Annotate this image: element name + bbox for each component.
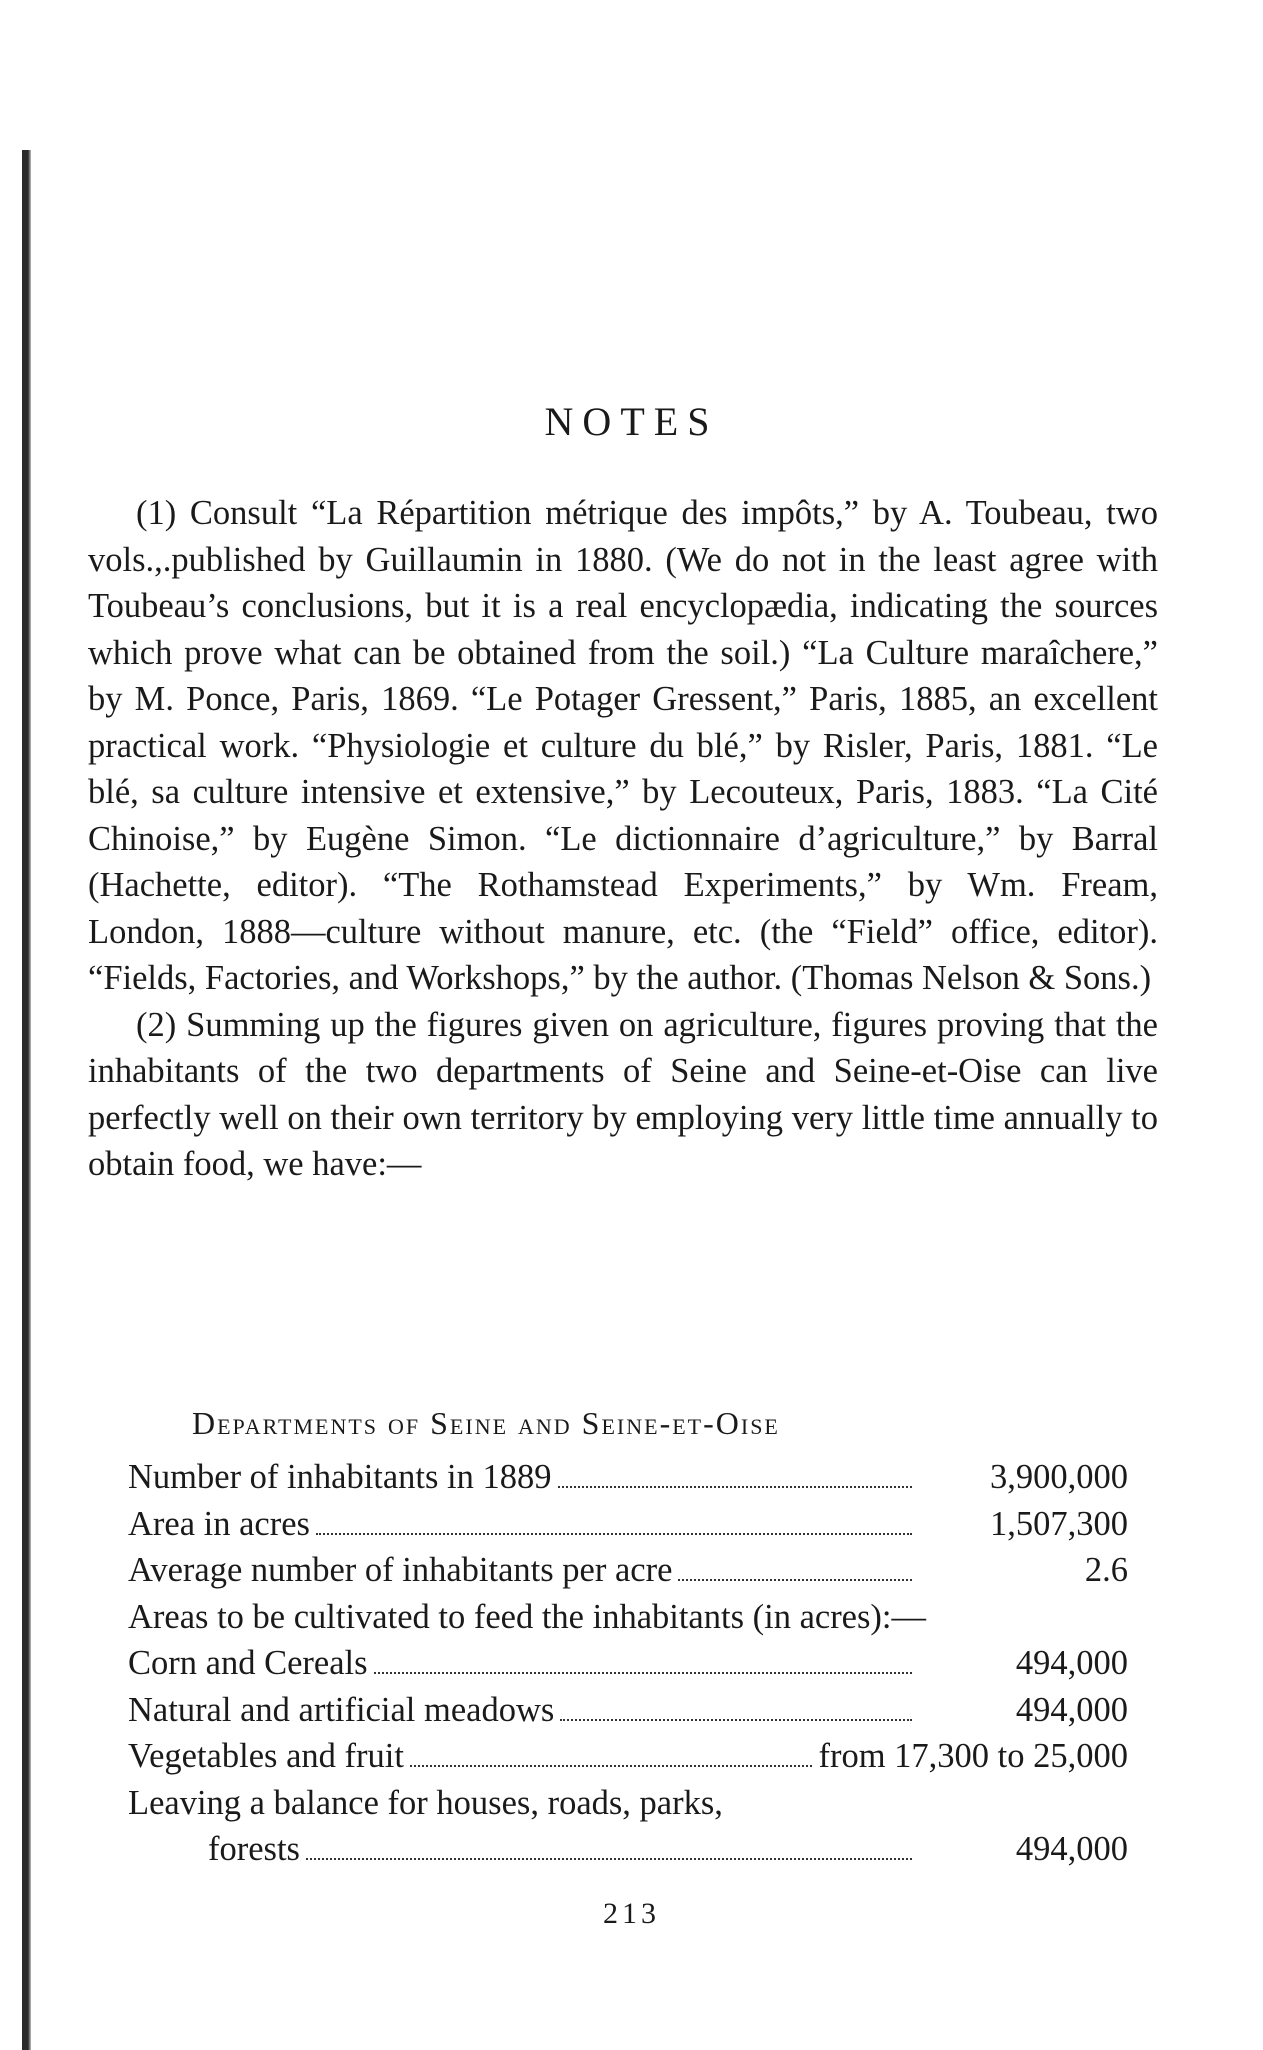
- dot-leader: [560, 1719, 912, 1721]
- table-row: [128, 1691, 1128, 1738]
- table-row: [128, 1598, 1128, 1645]
- row-label: Area in acres: [128, 1504, 310, 1543]
- row-value: from 17,300 to 25,000: [818, 1737, 1128, 1775]
- page-number: 213: [603, 1897, 660, 1930]
- table-title: Departments of Seine and Seine-et-Oise: [192, 1405, 780, 1441]
- dot-leader: [316, 1533, 912, 1535]
- note-2: (2) Summing up the figures given on agriculture, figures proving that the inhabitants of the two departments of Seine and Seine-et-Oise can live perfectly well on their own territory by employing very little time annually to obtain food, we have:—: [88, 1005, 1158, 1183]
- page-title: NOTES: [544, 399, 719, 444]
- note-1: (1) Consult “La Répartition métrique des impôts,” by A. Toubeau, two vols.,.published by Guillaumin in 1880. (We do not in the least agree with Toubeau’s conclusions, but it is a real encyclopædia, indicating the sources which prove what can be obtained from the soil.) “La Culture maraîchere,” by M. Ponce, Paris, 1869. “Le Potager Gressent,” Paris, 1885, an excellent practical work. “Physiologie et culture du blé,” by Risler, Paris, 1881. “Le blé, sa culture intensive et extensive,” by Lecouteux, Paris, 1883. “La Cité Chinoise,” by Eugène Simon. “Le dictionnaire d’agriculture,” by Barral (Hachette, editor). “The Rothamstead Experiments,” by Wm. Fream, London, 1888—culture without manure, etc. (the “Field” office, editor). “Fields, Factories, and Workshops,” by the author. (Thomas Nelson & Sons.): [88, 494, 1158, 997]
- row-value: 494,000: [1015, 1830, 1128, 1868]
- row-label: Vegetables and fruit: [128, 1737, 404, 1775]
- row-label: Number of inhabitants in 1889: [128, 1458, 552, 1496]
- row-value: 494,000: [1015, 1690, 1128, 1729]
- statistics-table: [128, 1458, 1128, 1877]
- row-label: Areas to be cultivated to feed the inhabitants (in acres):—: [128, 1597, 926, 1636]
- table-row: [128, 1644, 1128, 1691]
- row-value: 3,900,000: [990, 1458, 1128, 1496]
- table-row: [128, 1737, 1128, 1784]
- dot-leader: [306, 1858, 912, 1860]
- table-row: [128, 1830, 1128, 1877]
- table-row: [128, 1551, 1128, 1598]
- row-value: 2.6: [1084, 1551, 1128, 1589]
- row-value: 1,507,300: [990, 1504, 1128, 1543]
- dot-leader: [410, 1765, 813, 1767]
- row-label: Corn and Cereals: [128, 1644, 368, 1682]
- row-label: Leaving a balance for houses, roads, parks,: [128, 1783, 723, 1822]
- row-value: 494,000: [1015, 1644, 1128, 1682]
- dot-leader: [558, 1486, 912, 1488]
- notes-body: [88, 490, 1158, 1188]
- row-label: Natural and artificial meadows: [128, 1690, 555, 1729]
- dot-leader: [678, 1579, 912, 1581]
- table-row: [128, 1505, 1128, 1552]
- table-row: [128, 1458, 1128, 1505]
- table-row: [128, 1784, 1128, 1831]
- row-label: forests: [208, 1830, 300, 1868]
- dot-leader: [374, 1672, 912, 1674]
- row-label: Average number of inhabitants per acre: [128, 1551, 673, 1589]
